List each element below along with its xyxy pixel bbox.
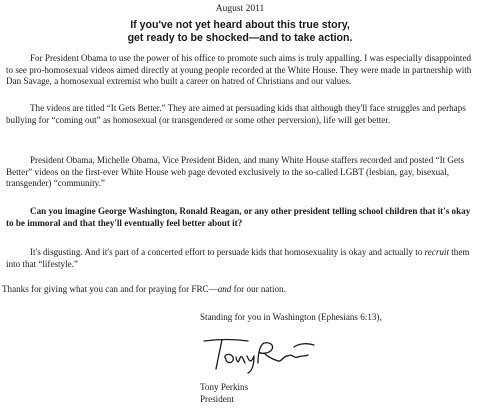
paragraph-2-text: The videos are titled “It Gets Better.” They are aimed at persuading kids that although they'll face struggles and perhaps bullying for “coming out” as homosexual (or transgendered or some other perversion), life will get better. xyxy=(6,103,466,125)
paragraph-2 xyxy=(6,103,472,126)
paragraph-3 xyxy=(6,155,472,190)
headline-line-2: get ready to be shocked—and to take action. xyxy=(127,32,353,44)
handwritten-signature xyxy=(190,335,320,375)
paragraph-1-text: For President Obama to use the power of his office to promote such aims is truly appalling. I was especially disappointed to see pro-homosexual videos aimed directly at young people recorded at the White House. They were made in partnership with Dan Savage, a homosexual extremist who built a career on hatred of Christians and our values. xyxy=(6,53,472,87)
paragraph-6-text-a: Thanks for giving what you can and for praying for FRC— xyxy=(2,284,218,294)
headline-line-1: If you've not yet heard about this true story, xyxy=(130,19,350,31)
headline xyxy=(0,19,480,45)
paragraph-3-text: President Obama, Michelle Obama, Vice President Biden, and many White House staffers recorded and posted “It Gets Better” videos on the first-ever White House web page devoted exclusively to the so-called LGBT (lesbian, gay, bisexual, transgender) “community.” xyxy=(6,155,465,189)
paragraph-6-text-b: for our nation. xyxy=(231,284,286,294)
paragraph-5-text-b: them into that “lifestyle.” xyxy=(6,247,470,269)
paragraph-6 xyxy=(2,284,468,296)
paragraph-5-emphasis: recruit xyxy=(424,247,449,257)
paragraph-5 xyxy=(6,247,472,270)
paragraph-4-text: Can you imagine George Washington, Ronald Reagan, or any other president telling school children that it's okay to be immoral and that they'll eventually feel better about it? xyxy=(6,206,471,228)
closing-line: Standing for you in Washington (Ephesians 6:13), xyxy=(200,312,382,322)
paragraph-1 xyxy=(6,53,472,88)
paragraph-6-emphasis: and xyxy=(217,284,232,294)
signer-name: Tony Perkins xyxy=(200,382,249,392)
paragraph-4-bold xyxy=(6,206,472,229)
signer-title: President xyxy=(200,394,234,404)
paragraph-5-text-a: It's disgusting. And it's part of a concerted effort to persuade kids that homosexuality is okay and actually to xyxy=(30,247,425,257)
letter-date: August 2011 xyxy=(215,4,265,14)
